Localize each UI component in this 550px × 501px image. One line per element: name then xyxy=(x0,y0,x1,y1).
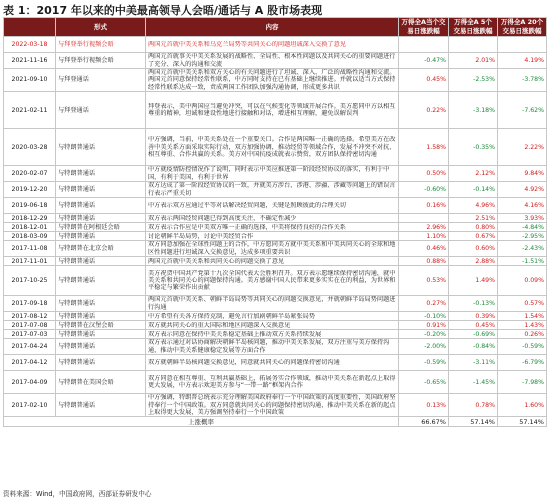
row-a1: 0.45% xyxy=(399,69,449,92)
row-a5: -0.13% xyxy=(449,296,498,312)
row-content xyxy=(146,394,399,417)
table-row xyxy=(4,92,547,129)
row-a5: 2.01% xyxy=(449,53,498,69)
row-a1: 1.58% xyxy=(399,129,449,166)
row-a5: -0.14% xyxy=(449,182,498,198)
row-form: 与特朗普通话 xyxy=(56,182,146,198)
row-content xyxy=(146,339,399,355)
row-form: 与特朗普在阿根廷会晤 xyxy=(56,223,146,232)
row-date: 2017-04-12 xyxy=(4,355,56,371)
table-row xyxy=(4,232,547,241)
row-form: 与特朗普在北京会晤 xyxy=(56,241,146,257)
row-a1: -0.59% xyxy=(399,355,449,371)
row-form: 与特朗普通话 xyxy=(56,355,146,371)
table-row xyxy=(4,182,547,198)
row-content xyxy=(146,321,399,330)
row-a5 xyxy=(449,37,498,53)
row-a1: 0.53% xyxy=(399,266,449,296)
table-row xyxy=(4,129,547,166)
table-row xyxy=(4,257,547,266)
row-form: 与特朗普在美国会晤 xyxy=(56,371,146,394)
row-a5: 4.96% xyxy=(449,198,498,214)
row-content xyxy=(146,266,399,296)
row-date: 2019-06-18 xyxy=(4,198,56,214)
row-content-text: 两国元首就中美关系和共同关心的问题交换了意见 xyxy=(148,257,285,265)
row-content-text: 双方就朝鲜半岛核问题交换意见，同意就共同关心的问题保持密切沟通 xyxy=(148,359,340,367)
header-date xyxy=(4,18,56,37)
row-a1: 0.50% xyxy=(399,166,449,182)
footer-a5: 57.14% xyxy=(449,417,498,427)
row-a20: -2.95% xyxy=(498,232,547,241)
row-date: 2020-03-28 xyxy=(4,129,56,166)
row-a20: 1.60% xyxy=(498,394,547,417)
row-a1 xyxy=(399,37,449,53)
table-row xyxy=(4,53,547,69)
row-a20: 1.43% xyxy=(498,321,547,330)
row-a20: 1.54% xyxy=(498,312,547,321)
row-a1: 0.91% xyxy=(399,321,449,330)
row-a20: 4.92% xyxy=(498,182,547,198)
row-a20: 4.19% xyxy=(498,53,547,69)
row-date: 2019-12-20 xyxy=(4,182,56,198)
row-form: 与特朗普在汉堡会晤 xyxy=(56,321,146,330)
row-content-text: 美方祝贺中国共产党第十九次全国代表大会胜利召开。双方表示愿继续保持密切沟通，就中美关系和共同关心的问题保持沟通。美方感谢中国人民带来更多实实在在的利益，为世界和平稳定与繁荣作出贡献 xyxy=(148,269,396,292)
row-content-text: 双方同意加强在全球性问题上的合作，中方愿同美方就中美关系和中美共同关心的全球和地区性问题进行坦诚深入交换意见，达成多项重要共识 xyxy=(148,241,396,256)
row-date: 2021-09-10 xyxy=(4,69,56,92)
row-a20: -7.62% xyxy=(498,92,547,129)
row-form: 与特朗普通话 xyxy=(56,232,146,241)
row-a20: 0.26% xyxy=(498,330,547,339)
row-a1: -0.47% xyxy=(399,53,449,69)
row-a1: 1.10% xyxy=(399,232,449,241)
table-row xyxy=(4,198,547,214)
row-form: 与拜登举行视频会晤 xyxy=(56,53,146,69)
footer-row xyxy=(4,417,547,427)
row-content-text: 中方表示双方应通过平等对话解决经贸问题，关键是照顾彼此的合理关切 xyxy=(148,202,346,210)
row-a5: 1.49% xyxy=(449,266,498,296)
row-a5: 0.60% xyxy=(449,241,498,257)
row-form: 与特朗普通话 xyxy=(56,339,146,355)
row-date: 2021-11-16 xyxy=(4,53,56,69)
table-row xyxy=(4,330,547,339)
row-a5: -3.11% xyxy=(449,355,498,371)
row-a20: 3.93% xyxy=(498,214,547,223)
row-content xyxy=(146,53,399,69)
header-row xyxy=(4,18,547,37)
table-row xyxy=(4,371,547,394)
row-content-text: 中方强调，特朗普总统表示充分理解美国政府奉行一个中国政策的高度重要性，美国政府坚持奉行一个中国政策。双方同意就共同关心的问题保持密切沟通，推动中美关系在新的起点上取得更大发展，美方强调坚持奉行一个中国政策 xyxy=(148,394,396,417)
row-content-text: 两国元首就事关中美关系发展的战略性、全局性、根本性问题以及共同关心的重要问题进行了充分、深入的沟通和交流 xyxy=(148,53,396,68)
source-note: 资料来源：Wind，中国政府网，西部证券研发中心 xyxy=(3,490,152,498)
row-form: 与特朗普通话 xyxy=(56,166,146,182)
table-body xyxy=(4,37,547,417)
row-a1: 0.22% xyxy=(399,92,449,129)
row-content xyxy=(146,92,399,129)
row-a20: 9.84% xyxy=(498,166,547,182)
row-content xyxy=(146,69,399,92)
row-a20: -6.79% xyxy=(498,355,547,371)
table-row xyxy=(4,69,547,92)
row-content-text: 双方表示通过对话协商解决朝鲜半岛核问题，推动中美关系发展，双方注重与美方保持沟通，推动中美关系健康稳定发展等方面合作 xyxy=(148,339,390,354)
row-content xyxy=(146,182,399,198)
footer-a20: 57.14% xyxy=(498,417,547,427)
header-a20: 万得全A 20个交易日涨跌幅 xyxy=(498,18,547,37)
row-form: 与特朗普通话 xyxy=(56,198,146,214)
row-content xyxy=(146,129,399,166)
row-form: 与拜登举行视频会晤 xyxy=(56,37,146,53)
row-a5: 0.45% xyxy=(449,321,498,330)
table-title: 表 1：2017 年以来的中美最高领导人会晤/通话与 A 股市场表现 xyxy=(3,4,323,17)
row-form: 与特朗普通话 xyxy=(56,312,146,321)
row-a5: -3.18% xyxy=(449,92,498,129)
row-date: 2018-12-01 xyxy=(4,223,56,232)
row-content-text: 两国元首就中美关系、朝鲜半岛局势等共同关心的问题交换意见，并就朝鲜半岛局势问题进行沟通 xyxy=(148,296,396,311)
row-content xyxy=(146,166,399,182)
row-content xyxy=(146,37,399,53)
row-a5: -1.45% xyxy=(449,371,498,394)
table-row xyxy=(4,166,547,182)
row-content xyxy=(146,223,399,232)
row-a20: -0.59% xyxy=(498,339,547,355)
table-row xyxy=(4,223,547,232)
table-row xyxy=(4,296,547,312)
row-date: 2017-11-01 xyxy=(4,257,56,266)
row-date: 2017-02-10 xyxy=(4,394,56,417)
row-content-text: 双方表示同意在保持中美关系稳定基础上推动双方关系持续发展 xyxy=(148,330,322,338)
row-date: 2018-03-09 xyxy=(4,232,56,241)
row-a20: 4.16% xyxy=(498,198,547,214)
row-form: 与特朗普通话 xyxy=(56,257,146,266)
table-row xyxy=(4,312,547,321)
row-date: 2017-07-03 xyxy=(4,330,56,339)
row-content-text: 两国元首就中美关系和双方关心的有关问题进行了坦诚、深入、广泛的战略性沟通和交流。两国元首同意保持经常性联系，中方同时支持在已有基础上继续推进。并就以适当方式保持经常性联系达成一致，责成两国工作团队加强沟通协调，形成更多共识 xyxy=(148,69,396,91)
footer-a1: 66.67% xyxy=(399,417,449,427)
row-a1: -0.60% xyxy=(399,182,449,198)
row-content xyxy=(146,257,399,266)
row-a1: -2.00% xyxy=(399,339,449,355)
row-form: 与特朗普通话 xyxy=(56,266,146,296)
row-a20: 0.09% xyxy=(498,266,547,296)
row-content-text: 两国元首就中美关系和乌克兰局势等共同关心的问题坦诚深入交换了意见 xyxy=(148,40,346,48)
row-date: 2018-12-29 xyxy=(4,214,56,223)
row-a1: 0.46% xyxy=(399,241,449,257)
row-date: 2017-07-08 xyxy=(4,321,56,330)
row-a5: 0.80% xyxy=(449,223,498,232)
table-row xyxy=(4,321,547,330)
row-content xyxy=(146,312,399,321)
row-content-text: 双方同意在相互尊重、互利共赢基础上，拓展务实合作领域，推动中美关系在新起点上取得更大发展，中方表示欢迎美方参与“一带一路”框架内合作 xyxy=(148,374,396,390)
table-row xyxy=(4,266,547,296)
row-content xyxy=(146,232,399,241)
row-content-text: 拜登表示，美中两国应当避免冲突，可以在气候变化等领域开展合作。美方愿同中方以相互尊重的精神，坦诚和建设性地进行接触和对话，增进相互理解，避免误解误判 xyxy=(148,102,396,118)
row-a20: -7.98% xyxy=(498,371,547,394)
table-row xyxy=(4,355,547,371)
row-a1: -0.65% xyxy=(399,371,449,394)
header-a5: 万得全A 5个交易日涨跌幅 xyxy=(449,18,498,37)
row-form: 与特朗普通话 xyxy=(56,296,146,312)
row-content xyxy=(146,241,399,257)
row-a20: -1.51% xyxy=(498,257,547,266)
row-content xyxy=(146,355,399,371)
row-form: 与特朗普通话 xyxy=(56,330,146,339)
row-a5: -0.35% xyxy=(449,129,498,166)
row-form: 与特朗普通话 xyxy=(56,214,146,223)
row-date: 2017-04-09 xyxy=(4,371,56,394)
row-a20: 0.57% xyxy=(498,296,547,312)
row-date: 2022-03-18 xyxy=(4,37,56,53)
row-a5: 0.78% xyxy=(449,394,498,417)
row-date: 2021-02-11 xyxy=(4,92,56,129)
row-a5: 2.88% xyxy=(449,257,498,266)
header-a1: 万得全A当个交易日涨跌幅 xyxy=(399,18,449,37)
row-a1: 0.88% xyxy=(399,257,449,266)
row-a5: 2.12% xyxy=(449,166,498,182)
row-date: 2017-10-25 xyxy=(4,266,56,296)
row-content xyxy=(146,330,399,339)
row-form: 与特朗普通话 xyxy=(56,394,146,417)
row-a5: 2.51% xyxy=(449,214,498,223)
row-content-text: 双方就共同关心的重大国际和地区问题深入交换意见 xyxy=(148,321,291,329)
row-a20: -2.43% xyxy=(498,241,547,257)
row-a20: 2.22% xyxy=(498,129,547,166)
data-table xyxy=(3,17,546,427)
row-form: 与拜登通话 xyxy=(56,92,146,129)
row-content-text: 讨论朝鲜半岛局势，讨论中美经贸合作 xyxy=(148,232,254,240)
row-content xyxy=(146,198,399,214)
row-content-text: 中方强调，当前，中美关系处在一个重要关口。合作是两国唯一正确的选择。希望美方在改善中美关系方面采取实际行动，双方加强协调，推动经贸等领域合作，发展不冲突不对抗、相互尊重、合作共赢的关系。美方对中国抗疫成就表示赞赏，双方团队保持密切沟通 xyxy=(148,136,396,158)
row-date: 2017-04-24 xyxy=(4,339,56,355)
table-row xyxy=(4,214,547,223)
row-a1 xyxy=(399,214,449,223)
row-a1: -0.10% xyxy=(399,312,449,321)
row-a5: -2.53% xyxy=(449,69,498,92)
row-a20: -4.84% xyxy=(498,223,547,232)
row-form: 与特朗普通话 xyxy=(56,129,146,166)
row-content-text: 双方达成了第一阶段经贸协议的一致，并就美方涉台、涉港、涉疆、涉藏等问题上的错误言行表示严重关切 xyxy=(148,182,396,197)
footer-label: 上涨概率 xyxy=(4,417,399,427)
row-a1: 0.16% xyxy=(399,198,449,214)
row-content-text: 中方希望有关各方保持克制，避免言行加剧朝鲜半岛紧张局势 xyxy=(148,312,316,320)
row-content-text: 中方就疫情防控情况作了说明，同时表示中美应推进第一阶段经贸协议的落实，有利于中国，有利于美国，有利于世界 xyxy=(148,166,390,181)
row-content xyxy=(146,296,399,312)
row-a5: 0.39% xyxy=(449,312,498,321)
row-a20: -3.78% xyxy=(498,69,547,92)
table-row xyxy=(4,394,547,417)
row-a1: 0.27% xyxy=(399,296,449,312)
table-row xyxy=(4,241,547,257)
row-content-text: 双方表示合作应是中美双方唯一正确的选择，中美将保持良好的合作关系 xyxy=(148,223,346,231)
row-content-text: 双方表示两国经贸问题已得到高度关注，不确定性减少 xyxy=(148,214,297,222)
row-date: 2020-02-07 xyxy=(4,166,56,182)
row-a5: 0.67% xyxy=(449,232,498,241)
row-a1: 0.13% xyxy=(399,394,449,417)
row-form: 与拜登通话 xyxy=(56,69,146,92)
row-content xyxy=(146,214,399,223)
header-form: 形式 xyxy=(56,18,146,37)
row-a1: 2.96% xyxy=(399,223,449,232)
row-a20 xyxy=(498,37,547,53)
row-date: 2017-09-18 xyxy=(4,296,56,312)
table-row xyxy=(4,37,547,53)
header-content: 内容 xyxy=(146,18,399,37)
row-date: 2017-08-12 xyxy=(4,312,56,321)
row-a5: -0.69% xyxy=(449,330,498,339)
row-content xyxy=(146,371,399,394)
row-date: 2017-11-08 xyxy=(4,241,56,257)
table-row xyxy=(4,339,547,355)
row-a5: -0.84% xyxy=(449,339,498,355)
row-a1: -0.20% xyxy=(399,330,449,339)
